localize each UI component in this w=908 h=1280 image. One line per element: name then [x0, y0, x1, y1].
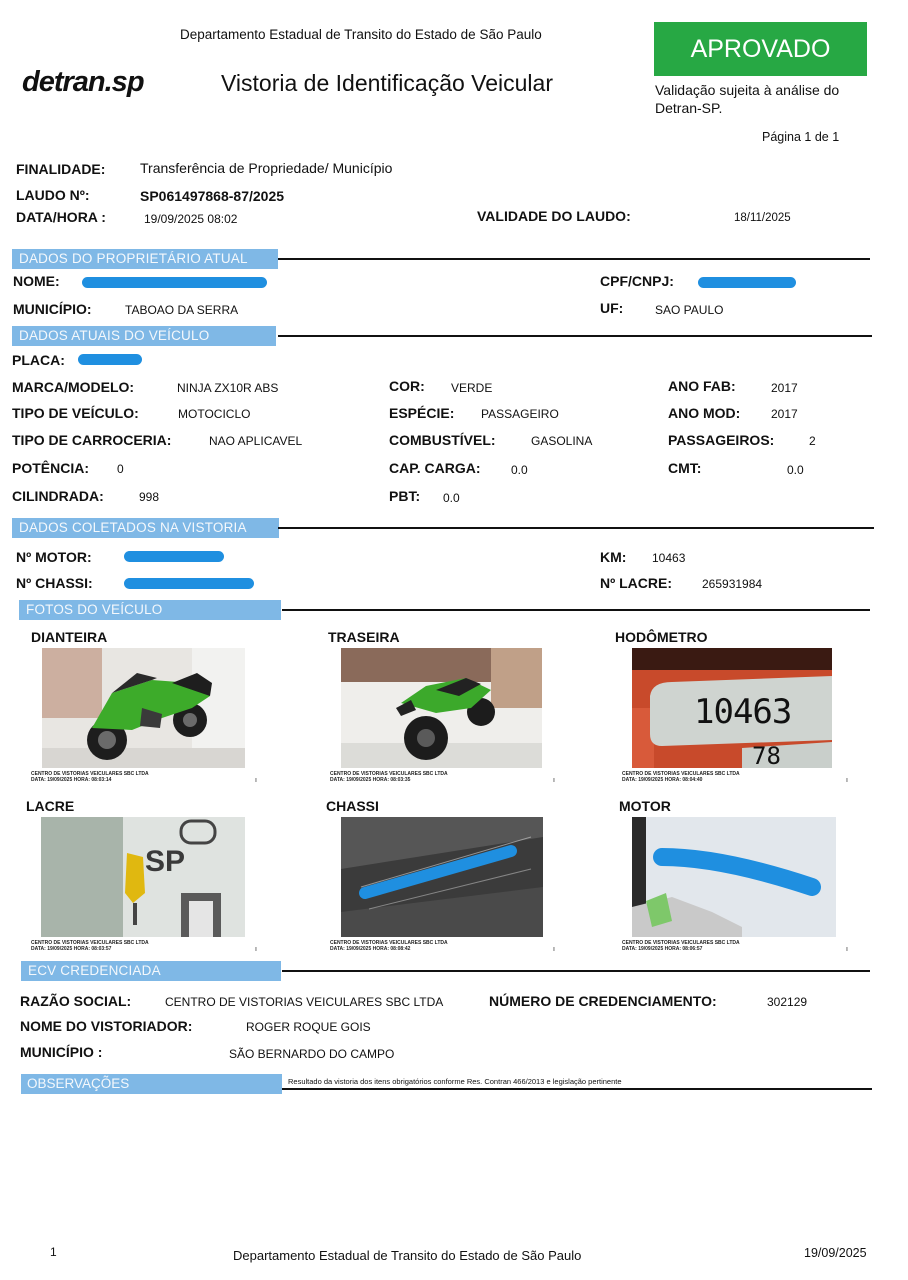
anomod-value: 2017	[771, 407, 798, 421]
detran-logo	[22, 66, 144, 99]
seal-image	[41, 817, 245, 937]
especie-value: PASSAGEIRO	[481, 407, 559, 421]
caption-company: CENTRO DE VISTORIAS VEICULARES SBC LTDA	[330, 771, 448, 777]
photo-mark: ı	[553, 946, 555, 953]
photo-label-lacre: LACRE	[26, 798, 75, 814]
carroceria-value: NAO APLICAVEL	[209, 434, 303, 448]
cilindrada-label: CILINDRADA:	[12, 488, 104, 504]
redacted-cpf	[698, 277, 796, 288]
footer-page-number: 1	[50, 1245, 57, 1259]
photo-caption	[622, 771, 740, 783]
caption-datetime: DATA: 19/09/2025 HORA: 08:03:35	[330, 777, 411, 783]
anomod-label: ANO MOD:	[668, 405, 741, 421]
photo-mark: ı	[553, 777, 555, 784]
photo-dianteira	[42, 648, 245, 768]
marca-value: NINJA ZX10R ABS	[177, 381, 279, 395]
potencia-label: POTÊNCIA:	[12, 460, 89, 476]
section-veiculo	[0, 326, 908, 346]
uf-label: UF:	[600, 300, 624, 316]
caption-company: CENTRO DE VISTORIAS VEICULARES SBC LTDA	[31, 940, 149, 946]
section-fotos	[0, 600, 908, 620]
page-title: Vistoria de Identificação Veicular	[221, 70, 553, 96]
photo-caption	[330, 940, 448, 952]
anofab-label: ANO FAB:	[668, 378, 736, 394]
section-divider	[282, 609, 870, 611]
section-proprietario	[0, 249, 908, 269]
redacted-placa	[78, 354, 142, 365]
photo-mark: ı	[255, 777, 257, 784]
anofab-value: 2017	[771, 381, 798, 395]
razao-value: CENTRO DE VISTORIAS VEICULARES SBC LTDA	[165, 995, 444, 1009]
observacoes-text: Resultado da vistoria dos itens obrigatórios conforme Res. Contran 466/2013 e legislação pertinente	[288, 1077, 622, 1086]
potencia-value: 0	[117, 462, 124, 476]
municipio-value: TABOAO DA SERRA	[125, 303, 239, 317]
section-title: DADOS ATUAIS DO VEÍCULO	[12, 326, 276, 346]
section-divider	[278, 335, 872, 337]
placa-label: PLACA:	[12, 352, 65, 368]
cor-value: VERDE	[451, 381, 493, 395]
status-note: Validação sujeita à análise do Detran-SP.	[655, 82, 840, 116]
section-divider	[278, 258, 870, 260]
km-label: KM:	[600, 549, 627, 565]
credenciamento-value: 302129	[767, 995, 808, 1009]
detran-logo-text: detran.sp	[22, 66, 144, 98]
cor-label: COR:	[389, 378, 425, 394]
photo-hodometro	[632, 648, 832, 768]
cpf-label: CPF/CNPJ:	[600, 273, 674, 289]
section-title: DADOS DO PROPRIETÁRIO ATUAL	[12, 249, 278, 269]
photo-label-traseira: TRASEIRA	[328, 629, 400, 645]
passageiros-value: 2	[809, 434, 816, 448]
pbt-label: PBT:	[389, 488, 421, 504]
caption-datetime: DATA: 19/09/2025 HORA: 08:04:40	[622, 777, 703, 783]
photo-chassi	[341, 817, 543, 937]
odometer-sub: 78	[752, 742, 781, 768]
validade-value: 18/11/2025	[734, 212, 791, 224]
section-divider	[278, 527, 874, 529]
footer-department: Departamento Estadual de Transito do Estado de São Paulo	[233, 1248, 582, 1263]
finalidade-value: Transferência de Propriedade/ Município	[140, 160, 393, 176]
caption-datetime: DATA: 19/09/2025 HORA: 08:08:42	[330, 946, 411, 952]
section-coletados	[0, 518, 908, 538]
caption-company: CENTRO DE VISTORIAS VEICULARES SBC LTDA	[622, 771, 740, 777]
redacted-motor	[124, 551, 224, 562]
chassi-label: Nº CHASSI:	[16, 575, 93, 591]
photo-mark: ı	[846, 946, 848, 953]
photo-label-chassi: CHASSI	[326, 798, 379, 814]
ecv-municipio-label: MUNICÍPIO :	[20, 1044, 103, 1060]
ecv-municipio-value: SÃO BERNARDO DO CAMPO	[229, 1047, 395, 1061]
photo-caption	[31, 940, 149, 952]
tipo-label: TIPO DE VEÍCULO:	[12, 405, 139, 421]
engine-image	[632, 817, 836, 937]
caption-datetime: DATA: 19/09/2025 HORA: 08:06:57	[622, 946, 703, 952]
vistoriador-value: ROGER ROQUE GOIS	[246, 1020, 371, 1034]
laudo-number: SP061497868-87/2025	[140, 188, 285, 204]
header-department: Departamento Estadual de Transito do Estado de São Paulo	[180, 27, 542, 42]
lacre-label: Nº LACRE:	[600, 575, 672, 591]
km-value: 10463	[652, 551, 686, 565]
capcarga-label: CAP. CARGA:	[389, 460, 481, 476]
combustivel-label: COMBUSTÍVEL:	[389, 432, 496, 448]
pbt-value: 0.0	[443, 491, 460, 505]
datahora-value: 19/09/2025 08:02	[144, 212, 238, 226]
combustivel-value: GASOLINA	[531, 434, 593, 448]
lacre-value: 265931984	[702, 577, 763, 591]
carroceria-label: TIPO DE CARROCERIA:	[12, 432, 172, 448]
footer-date: 19/09/2025	[804, 1246, 867, 1260]
photo-motor	[632, 817, 836, 937]
odometer-readout: 10463	[694, 692, 792, 732]
section-title: DADOS COLETADOS NA VISTORIA	[12, 518, 279, 538]
photo-label-motor: MOTOR	[619, 798, 671, 814]
cilindrada-value: 998	[139, 490, 160, 504]
caption-company: CENTRO DE VISTORIAS VEICULARES SBC LTDA	[622, 940, 740, 946]
chassis-image	[341, 817, 543, 937]
razao-label: RAZÃO SOCIAL:	[20, 993, 132, 1009]
section-observacoes: OBSERVAÇÕES	[21, 1074, 282, 1094]
laudo-number-label: LAUDO Nº:	[16, 187, 90, 203]
nome-label: NOME:	[13, 273, 60, 289]
page-indicator: Página 1 de 1	[762, 130, 840, 144]
caption-datetime: DATA: 19/09/2025 HORA: 08:03:14	[31, 777, 112, 783]
photo-lacre	[41, 817, 245, 937]
photo-label-hodometro: HODÔMETRO	[615, 629, 708, 645]
uf-value: SAO PAULO	[655, 303, 724, 317]
photo-mark: ı	[846, 777, 848, 784]
photo-traseira	[341, 648, 542, 768]
section-ecv	[0, 961, 908, 981]
municipio-label: MUNICÍPIO:	[13, 301, 92, 317]
credenciamento-label: NÚMERO DE CREDENCIAMENTO:	[489, 993, 717, 1009]
cmt-label: CMT:	[668, 460, 702, 476]
cmt-value: 0.0	[787, 463, 804, 477]
photo-caption	[330, 771, 448, 783]
photo-caption	[622, 940, 740, 952]
section-divider	[282, 970, 870, 972]
caption-company: CENTRO DE VISTORIAS VEICULARES SBC LTDA	[31, 771, 149, 777]
marca-label: MARCA/MODELO:	[12, 379, 135, 395]
section-title: ECV CREDENCIADA	[21, 961, 281, 981]
especie-label: ESPÉCIE:	[389, 405, 455, 421]
photo-caption	[31, 771, 149, 783]
motor-label: Nº MOTOR:	[16, 549, 92, 565]
motorcycle-front-image	[42, 648, 245, 768]
photo-mark: ı	[255, 946, 257, 953]
caption-company: CENTRO DE VISTORIAS VEICULARES SBC LTDA	[330, 940, 448, 946]
photo-label-dianteira: DIANTEIRA	[31, 629, 108, 645]
capcarga-value: 0.0	[511, 463, 528, 477]
passageiros-label: PASSAGEIROS:	[668, 432, 775, 448]
caption-datetime: DATA: 19/09/2025 HORA: 08:03:57	[31, 946, 112, 952]
observacoes-divider	[282, 1088, 872, 1090]
datahora-label: DATA/HORA :	[16, 209, 106, 225]
finalidade-label: FINALIDADE:	[16, 161, 106, 177]
plate-text: SP	[145, 845, 186, 878]
status-badge: APROVADO	[654, 22, 867, 76]
validade-label: VALIDADE DO LAUDO:	[477, 208, 631, 224]
tipo-value: MOTOCICLO	[178, 407, 251, 421]
vistoriador-label: NOME DO VISTORIADOR:	[20, 1018, 193, 1034]
section-title: FOTOS DO VEÍCULO	[19, 600, 281, 620]
motorcycle-rear-image	[341, 648, 542, 768]
redacted-chassi	[124, 578, 254, 589]
redacted-nome	[82, 277, 267, 288]
